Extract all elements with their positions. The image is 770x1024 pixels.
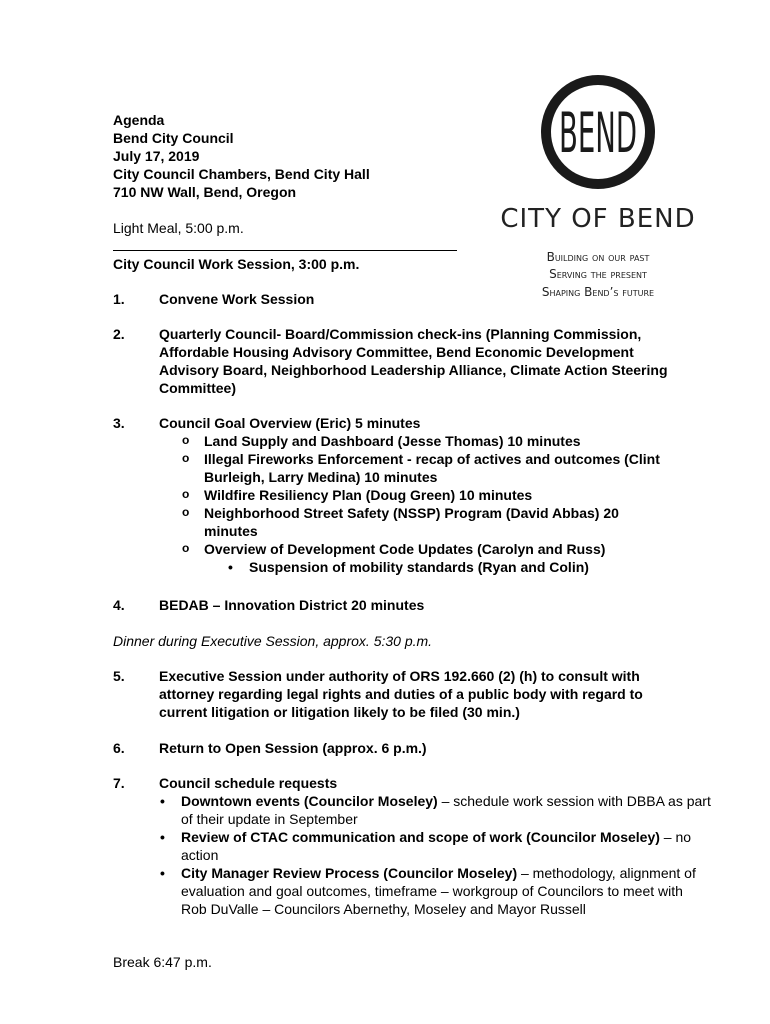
item-7-text: Council schedule requests bbox=[159, 775, 338, 791]
sub-marker: o bbox=[182, 505, 190, 519]
logo-title: CITY OF BEND bbox=[500, 204, 696, 234]
item-number: 5. bbox=[113, 668, 125, 684]
subsub-item: Suspension of mobility standards (Ryan and Colin) bbox=[249, 559, 589, 575]
logo-tagline-1: Building on our past bbox=[546, 250, 650, 264]
schedule-request bbox=[181, 864, 696, 918]
item-number: 1. bbox=[113, 291, 125, 307]
request-detail: – no action bbox=[181, 829, 692, 863]
sub-item: Neighborhood Street Safety (NSSP) Program (David Abbas) 20 minutes bbox=[204, 505, 619, 539]
item-6-text: Return to Open Session (approx. 6 p.m.) bbox=[159, 740, 427, 756]
schedule-request bbox=[181, 828, 711, 864]
request-title: City Manager Review Process (Councilor Moseley) bbox=[181, 865, 518, 881]
dinner-note: Dinner during Executive Session, approx. 5:30 p.m. bbox=[113, 633, 433, 649]
council-name: Bend City Council bbox=[113, 130, 234, 146]
meeting-date: July 17, 2019 bbox=[113, 148, 200, 164]
bullet-marker: • bbox=[160, 793, 165, 809]
item-3-text: Council Goal Overview (Eric) 5 minutes bbox=[159, 415, 421, 431]
item-5-text: Executive Session under authority of ORS 192.660 (2) (h) to consult with attorney regarding legal rights and duties of a public body with regard to current litigation or litigation likely to be filed (30 min.) bbox=[159, 668, 643, 720]
item-1-text: Convene Work Session bbox=[159, 291, 315, 307]
meeting-address: 710 NW Wall, Bend, Oregon bbox=[113, 184, 297, 200]
sub-item: Illegal Fireworks Enforcement - recap of actives and outcomes (Clint Burleigh, Larry Medina) 10 minutes bbox=[204, 451, 660, 485]
sub-item: Overview of Development Code Updates (Carolyn and Russ) bbox=[204, 541, 606, 557]
sub-marker: o bbox=[182, 451, 190, 465]
sub-marker: o bbox=[182, 541, 190, 555]
item-4-text: BEDAB – Innovation District 20 minutes bbox=[159, 597, 425, 613]
seal-letters: BEND bbox=[559, 101, 637, 165]
item-number: 3. bbox=[113, 415, 125, 431]
sub-item: Land Supply and Dashboard (Jesse Thomas) 10 minutes bbox=[204, 433, 581, 449]
agenda-title: Agenda bbox=[113, 112, 165, 128]
sub-item: Wildfire Resiliency Plan (Doug Green) 10 minutes bbox=[204, 487, 533, 503]
divider bbox=[113, 250, 457, 251]
sub-marker: o bbox=[182, 433, 190, 447]
meeting-location: City Council Chambers, Bend City Hall bbox=[113, 166, 370, 182]
item-number: 4. bbox=[113, 597, 125, 613]
bullet-marker: • bbox=[160, 865, 165, 881]
break-time: Break 6:47 p.m. bbox=[113, 954, 212, 970]
request-detail: – methodology, alignment of evaluation and goal outcomes, timeframe – workgroup of Councilors to meet with Rob DuValle – Councilors Abernethy, Moseley and Mayor Russell bbox=[181, 865, 696, 917]
schedule-request bbox=[181, 792, 711, 828]
item-number: 2. bbox=[113, 326, 125, 342]
item-number: 6. bbox=[113, 740, 125, 756]
logo-tagline-3: Shaping Bend’s future bbox=[541, 285, 655, 299]
bullet-marker: • bbox=[160, 829, 165, 845]
sub-marker: o bbox=[182, 487, 190, 501]
bend-seal-icon bbox=[500, 72, 696, 212]
request-title: Downtown events (Councilor Moseley) bbox=[181, 793, 438, 809]
item-2-text: Quarterly Council- Board/Commission check-ins (Planning Commission, Affordable Housing Advisory Committee, Bend Economic Development Advisory Board, Neighborhood Leadership Alliance, Climate Action Steering Committee) bbox=[159, 326, 668, 396]
item-number: 7. bbox=[113, 775, 125, 791]
subsub-marker: • bbox=[228, 559, 233, 575]
light-meal-text: Light Meal, 5:00 p.m. bbox=[113, 220, 244, 236]
logo-tagline-2: Serving the present bbox=[549, 267, 647, 281]
request-title: Review of CTAC communication and scope of work (Councilor Moseley) bbox=[181, 829, 660, 845]
request-detail: – schedule work session with DBBA as part of their update in September bbox=[181, 793, 711, 827]
work-session-heading: City Council Work Session, 3:00 p.m. bbox=[113, 256, 360, 272]
